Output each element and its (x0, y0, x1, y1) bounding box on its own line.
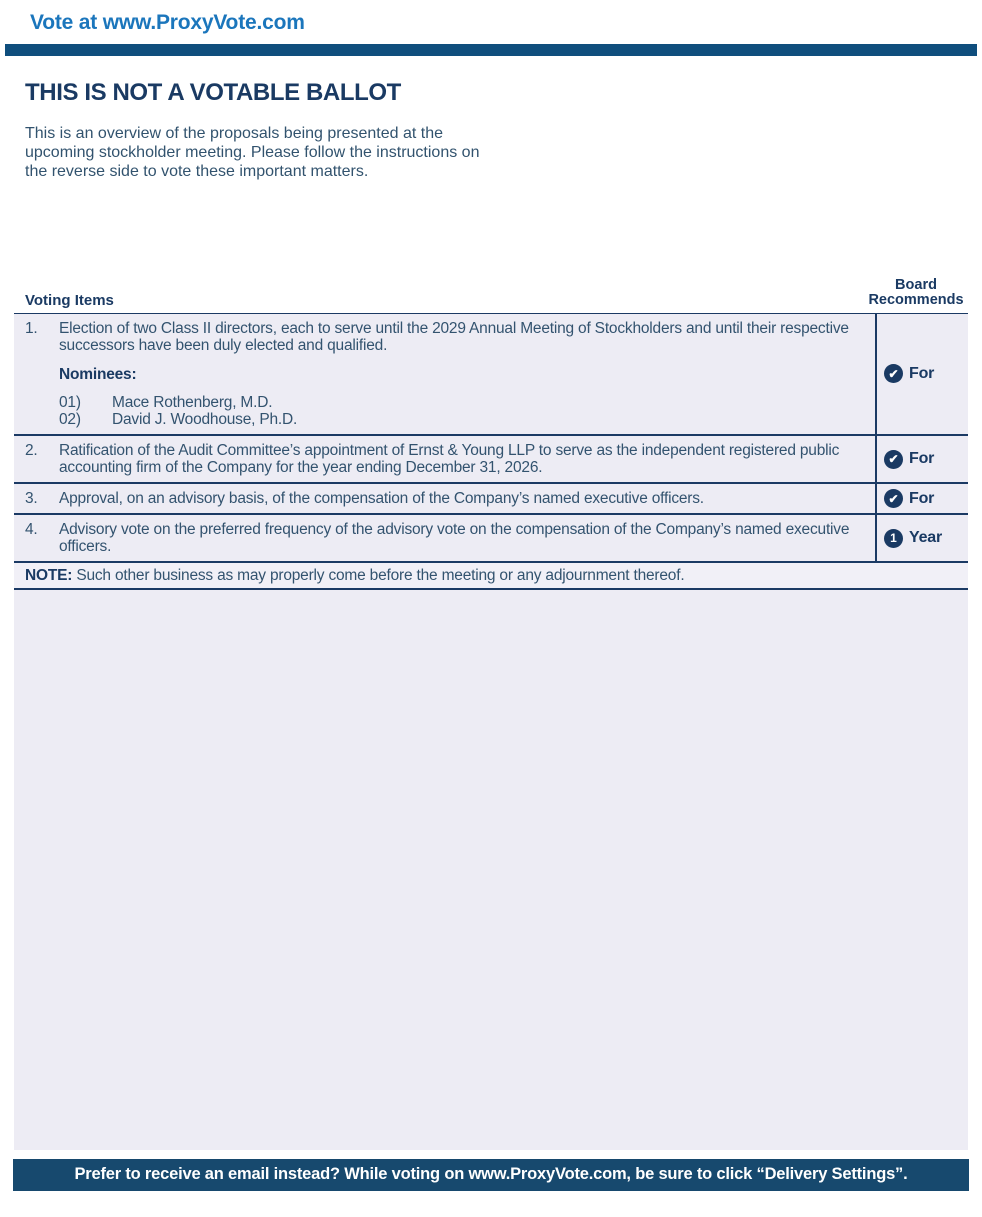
row-3-recommendation (875, 484, 968, 513)
note-label: NOTE: (25, 567, 73, 585)
row-2-main (14, 436, 875, 482)
board-recommends-line2: Recommends (868, 292, 964, 309)
check-circle-icon: ✔ (884, 450, 903, 469)
board-recommends-label (866, 278, 966, 309)
one-circle-icon: 1 (884, 529, 903, 548)
page-title: Vote at www.ProxyVote.com (30, 11, 305, 34)
ballot-title: THIS IS NOT A VOTABLE BALLOT (25, 79, 401, 106)
recommendation-label: Year (909, 529, 943, 547)
row-3-text: Approval, on an advisory basis, of the compensation of the Company’s named executive officers. (59, 490, 704, 508)
row-3-main (14, 484, 875, 513)
row-2-text: Ratification of the Audit Committee’s appointment of Ernst & Young LLP to serve as the independent registered public accounting firm of the Company for the year ending December 31, 2026. (59, 442, 840, 477)
note-text: Such other business as may properly come before the meeting or any adjournment thereof. (72, 567, 685, 585)
recommendation-label: For (909, 450, 935, 468)
note-row (14, 563, 968, 590)
row-1-main (14, 314, 875, 434)
recommendation-label: For (909, 489, 935, 507)
check-circle-icon: ✔ (884, 489, 903, 508)
table-row-2 (14, 436, 968, 484)
row-4-main (14, 515, 875, 561)
ballot-description: This is an overview of the proposals being presented at the upcoming stockholder meeting. Please follow the instructions on the reverse side to vote these important matters. (25, 125, 480, 181)
row-2-recommendation (875, 436, 968, 482)
check-circle-icon: ✔ (884, 364, 903, 383)
table-row-3 (14, 484, 968, 515)
nominee-line-1 (59, 394, 867, 411)
row-1-body (59, 320, 867, 428)
table-header (25, 278, 966, 309)
nominee-line-2 (59, 411, 867, 428)
nominees-label: Nominees: (59, 365, 137, 383)
table-row-4 (14, 515, 968, 563)
row-1-number: 1. (25, 319, 38, 337)
board-recommends-line1: Board (895, 276, 937, 293)
nominee-2-number: 02) (59, 411, 81, 429)
row-4-text: Advisory vote on the preferred frequency of the advisory vote on the compensation of the Company’s named executive officers. (59, 521, 850, 556)
row-2-number: 2. (25, 442, 38, 460)
nominee-2-name: David J. Woodhouse, Ph.D. (112, 411, 298, 429)
recommendation-label: For (909, 364, 935, 382)
row-4-recommendation (875, 515, 968, 561)
shaded-area (14, 590, 968, 1150)
table-row-1 (14, 314, 968, 436)
row-4-number: 4. (25, 521, 38, 539)
nominee-1-name: Mace Rothenberg, M.D. (112, 394, 273, 412)
voting-table (14, 313, 968, 591)
footer-banner (13, 1159, 969, 1191)
voting-items-label: Voting Items (25, 291, 114, 309)
nominee-1-number: 01) (59, 394, 81, 412)
header-divider (5, 44, 977, 56)
row-1-recommendation (875, 314, 968, 434)
row-1-text: Election of two Class II directors, each to serve until the 2029 Annual Meeting of Stockholders and until their respective successors have been duly elected and qualified. (59, 319, 849, 354)
footer-text: Prefer to receive an email instead? While voting on www.ProxyVote.com, be sure to click “Delivery Settings”. (74, 1165, 908, 1184)
row-3-number: 3. (25, 490, 38, 508)
